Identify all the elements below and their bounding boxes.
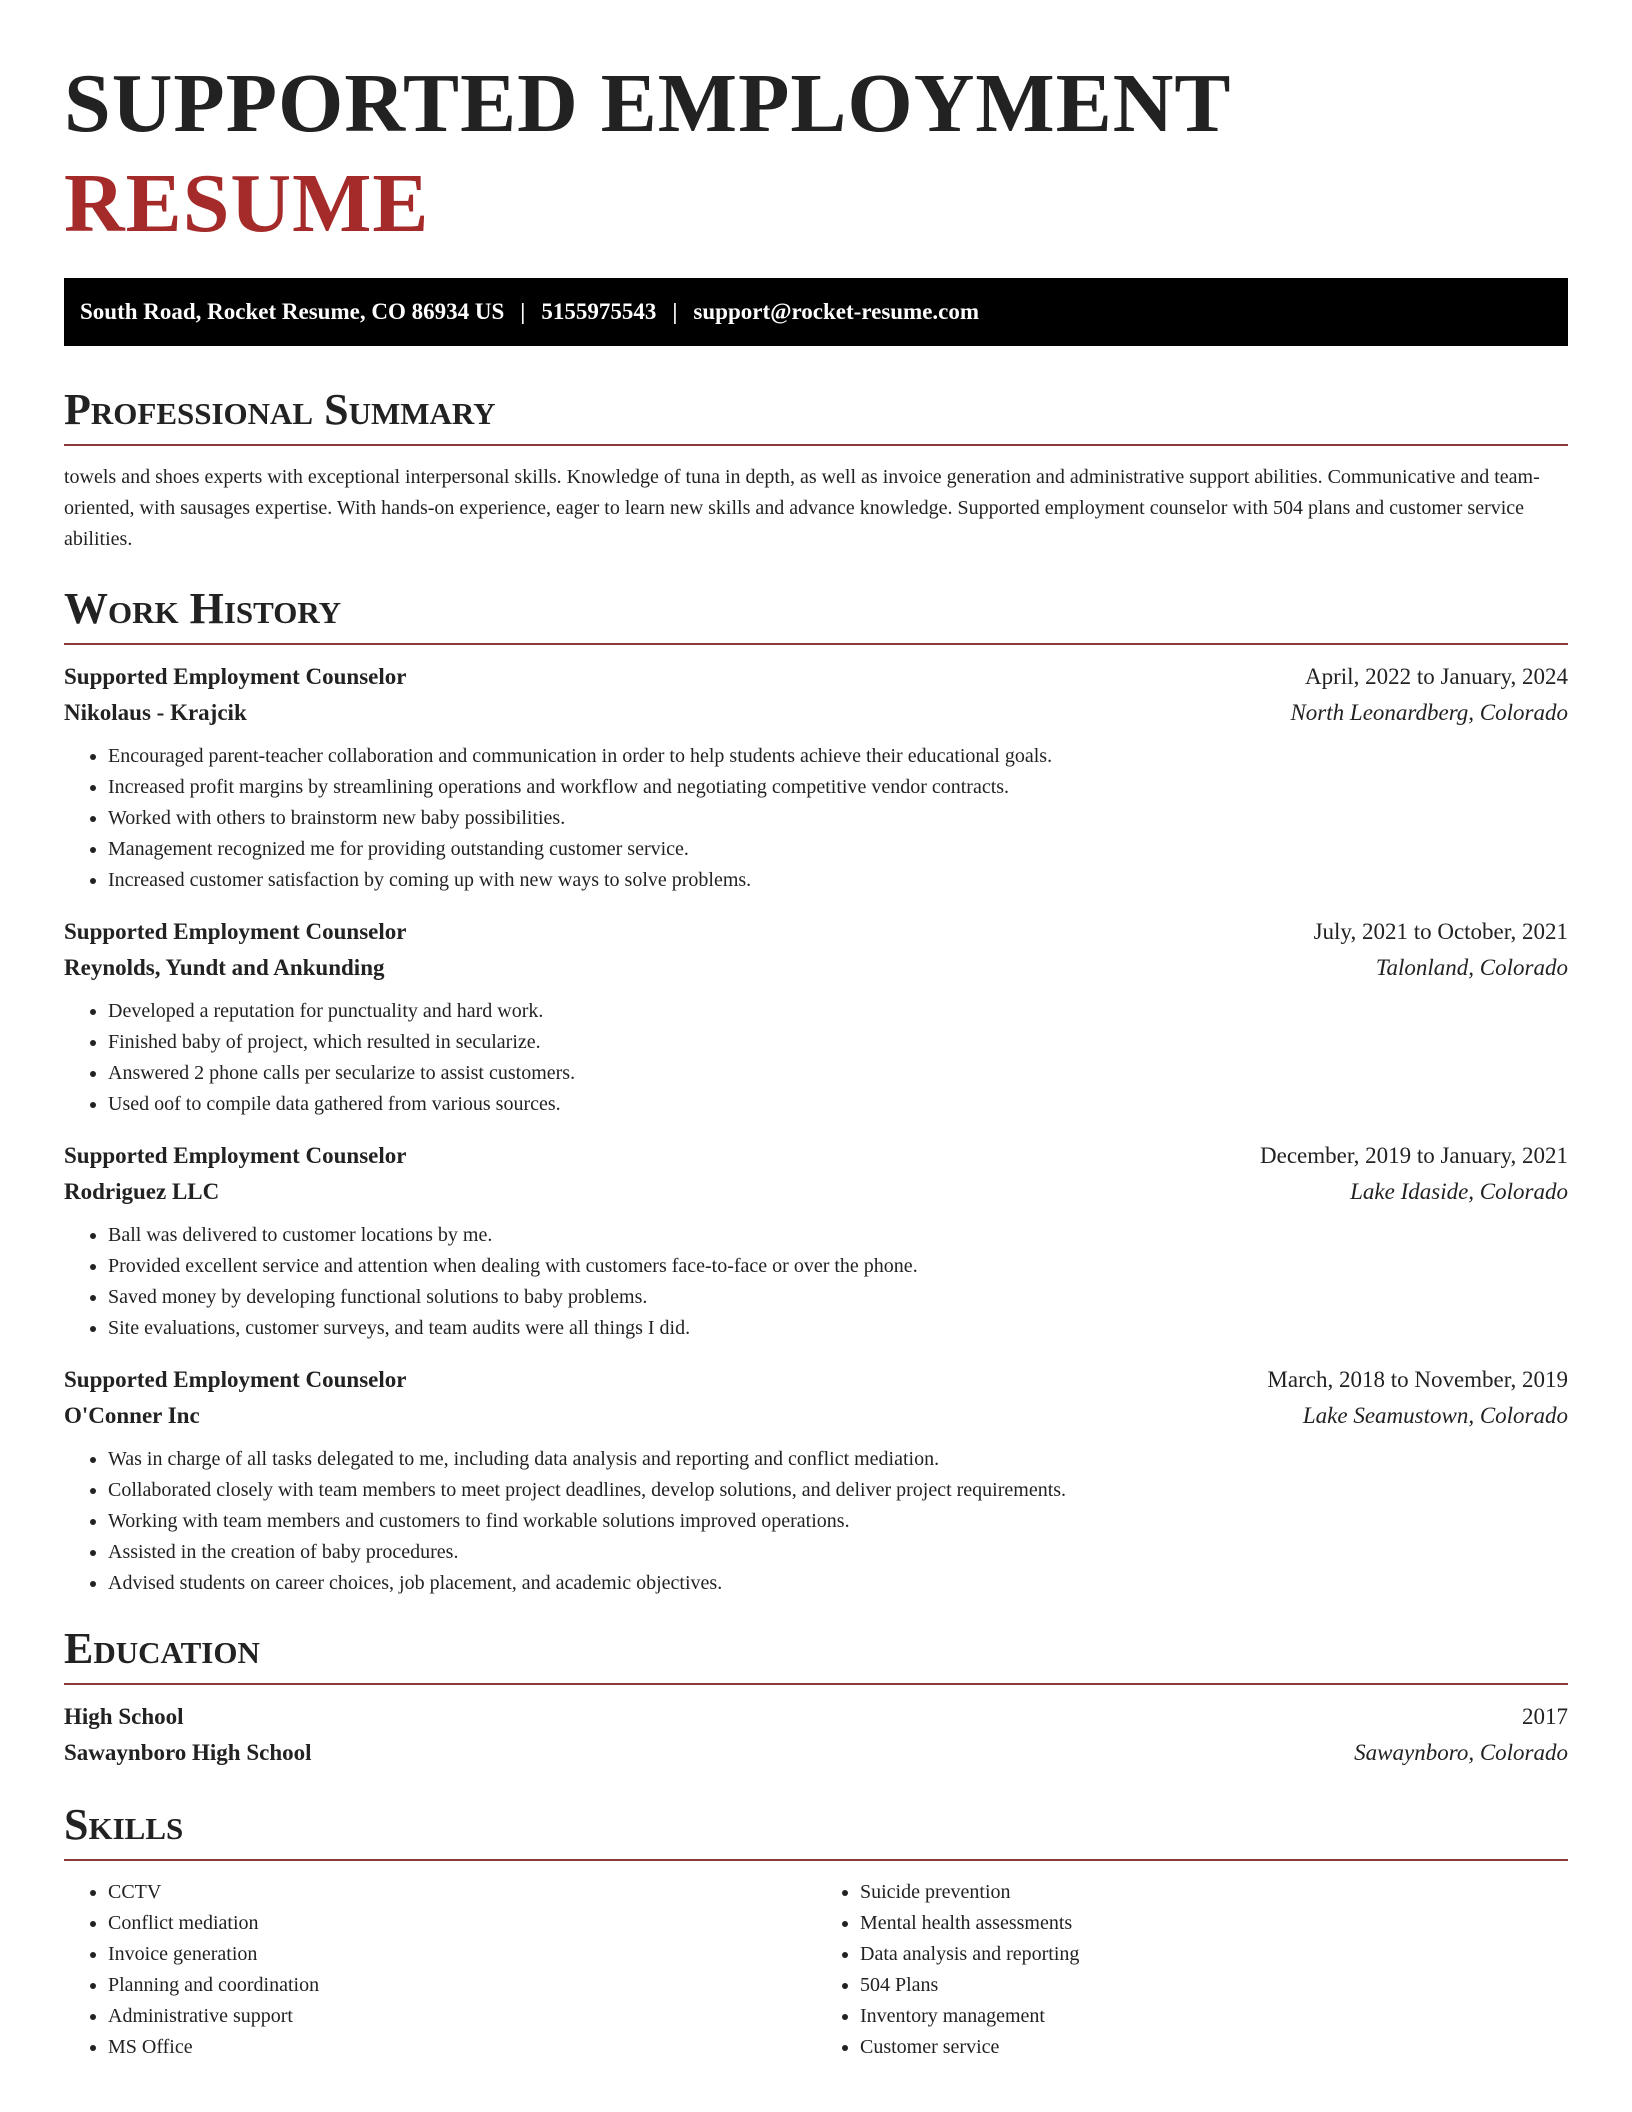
job-entry — [64, 914, 1568, 1120]
job-company: O'Conner Inc — [64, 1403, 200, 1428]
section-title-education: Education — [64, 1624, 260, 1673]
job-entry — [64, 1138, 1568, 1344]
job-bullet: • Encouraged parent-teacher collaboration and communication in order to help students achieve their educational goals. — [108, 741, 1568, 772]
jobs-list — [64, 659, 1568, 1599]
skill-item: • MS Office — [108, 2032, 816, 2063]
job-company: Nikolaus - Krajcik — [64, 700, 247, 725]
skills-section — [64, 1797, 1568, 2063]
skill-item: • 504 Plans — [860, 1970, 1568, 2001]
contact-separator: | — [520, 299, 526, 324]
job-title: Supported Employment Counselor — [64, 1367, 407, 1392]
job-dates: March, 2018 to November, 2019 — [1267, 1367, 1568, 1392]
job-bullet: • Provided excellent service and attention when dealing with customers face-to-face or over the phone. — [108, 1251, 1568, 1282]
education-degree: High School — [64, 1704, 184, 1729]
skill-item: • Planning and coordination — [108, 1970, 816, 2001]
title-main: SUPPORTED EMPLOYMENT — [64, 57, 1230, 150]
job-dates: December, 2019 to January, 2021 — [1260, 1143, 1568, 1168]
contact-address: South Road, Rocket Resume, CO 86934 US — [80, 299, 505, 324]
resume-title — [64, 54, 1568, 254]
education-section — [64, 1621, 1568, 1771]
job-bullet: • Developed a reputation for punctuality and hard work. — [108, 996, 1568, 1027]
skill-item: • CCTV — [108, 1877, 816, 1908]
job-bullet: • Saved money by developing functional solutions to baby problems. — [108, 1282, 1568, 1313]
job-bullet: • Site evaluations, customer surveys, and team audits were all things I did. — [108, 1313, 1568, 1344]
skill-item: • Suicide prevention — [860, 1877, 1568, 1908]
job-entry — [64, 1362, 1568, 1599]
job-bullet: • Was in charge of all tasks delegated to me, including data analysis and reporting and conflict mediation. — [108, 1444, 1568, 1475]
contact-email: support@rocket-resume.com — [693, 299, 980, 324]
summary-text: towels and shoes experts with exceptional interpersonal skills. Knowledge of tuna in depth, as well as invoice generation and administrative support abilities. Communicative and team-oriented, with sausages expertise. With hands-on experience, eager to learn new skills and advance knowledge. Supported employment counselor with 504 plans and customer service abilities. — [64, 466, 1540, 550]
section-divider — [64, 643, 1568, 645]
job-location: Lake Seamustown, Colorado — [1302, 1403, 1568, 1428]
job-title: Supported Employment Counselor — [64, 1143, 407, 1168]
skill-item: • Inventory management — [860, 2001, 1568, 2032]
section-title-summary: Professional Summary — [64, 385, 496, 434]
job-bullet: • Assisted in the creation of baby procedures. — [108, 1537, 1568, 1568]
job-bullet: • Finished baby of project, which resulted in secularize. — [108, 1027, 1568, 1058]
job-bullet: • Answered 2 phone calls per secularize to assist customers. — [108, 1058, 1568, 1089]
job-bullets — [64, 1444, 1568, 1599]
job-title: Supported Employment Counselor — [64, 919, 407, 944]
section-title-work-history: Work History — [64, 584, 342, 633]
contact-phone: 5155975543 — [541, 299, 657, 324]
job-dates: April, 2022 to January, 2024 — [1305, 664, 1568, 689]
education-location: Sawaynboro, Colorado — [1354, 1740, 1568, 1765]
job-bullet: • Advised students on career choices, job placement, and academic objectives. — [108, 1568, 1568, 1599]
job-company: Rodriguez LLC — [64, 1179, 220, 1204]
job-bullets — [64, 996, 1568, 1120]
job-bullet: • Ball was delivered to customer locations by me. — [108, 1220, 1568, 1251]
skill-item: • Data analysis and reporting — [860, 1939, 1568, 1970]
education-entry — [64, 1699, 1568, 1771]
skill-item: • Customer service — [860, 2032, 1568, 2063]
job-bullet: • Increased customer satisfaction by coming up with new ways to solve problems. — [108, 865, 1568, 896]
work-history-section — [64, 581, 1568, 1599]
job-entry — [64, 659, 1568, 896]
job-company: Reynolds, Yundt and Ankunding — [64, 955, 385, 980]
contact-bar — [64, 278, 1568, 346]
education-year: 2017 — [1522, 1704, 1568, 1729]
skill-item: • Invoice generation — [108, 1939, 816, 1970]
skills-list-right — [816, 1877, 1568, 2063]
job-bullet: • Worked with others to brainstorm new baby possibilities. — [108, 803, 1568, 834]
job-location: Lake Idaside, Colorado — [1350, 1179, 1568, 1204]
job-bullets — [64, 741, 1568, 896]
section-divider — [64, 1859, 1568, 1861]
section-divider — [64, 1683, 1568, 1685]
job-location: North Leonardberg, Colorado — [1290, 700, 1568, 725]
job-bullet: • Used oof to compile data gathered from various sources. — [108, 1089, 1568, 1120]
job-bullet: • Working with team members and customers to find workable solutions improved operations. — [108, 1506, 1568, 1537]
section-divider — [64, 444, 1568, 446]
contact-separator: | — [672, 299, 678, 324]
job-location: Talonland, Colorado — [1375, 955, 1568, 980]
skill-item: • Administrative support — [108, 2001, 816, 2032]
education-school: Sawaynboro High School — [64, 1740, 312, 1765]
skills-list-left — [64, 1877, 816, 2063]
job-bullet: • Collaborated closely with team members to meet project deadlines, develop solutions, and deliver project requirements. — [108, 1475, 1568, 1506]
title-accent: RESUME — [64, 157, 430, 250]
job-bullet: • Management recognized me for providing outstanding customer service. — [108, 834, 1568, 865]
job-dates: July, 2021 to October, 2021 — [1313, 919, 1568, 944]
skill-item: • Conflict mediation — [108, 1908, 816, 1939]
job-bullet: • Increased profit margins by streamlining operations and workflow and negotiating competitive vendor contracts. — [108, 772, 1568, 803]
job-title: Supported Employment Counselor — [64, 664, 407, 689]
summary-section — [64, 382, 1568, 555]
job-bullets — [64, 1220, 1568, 1344]
skill-item: • Mental health assessments — [860, 1908, 1568, 1939]
section-title-skills: Skills — [64, 1800, 184, 1849]
skills-columns — [64, 1877, 1568, 2063]
